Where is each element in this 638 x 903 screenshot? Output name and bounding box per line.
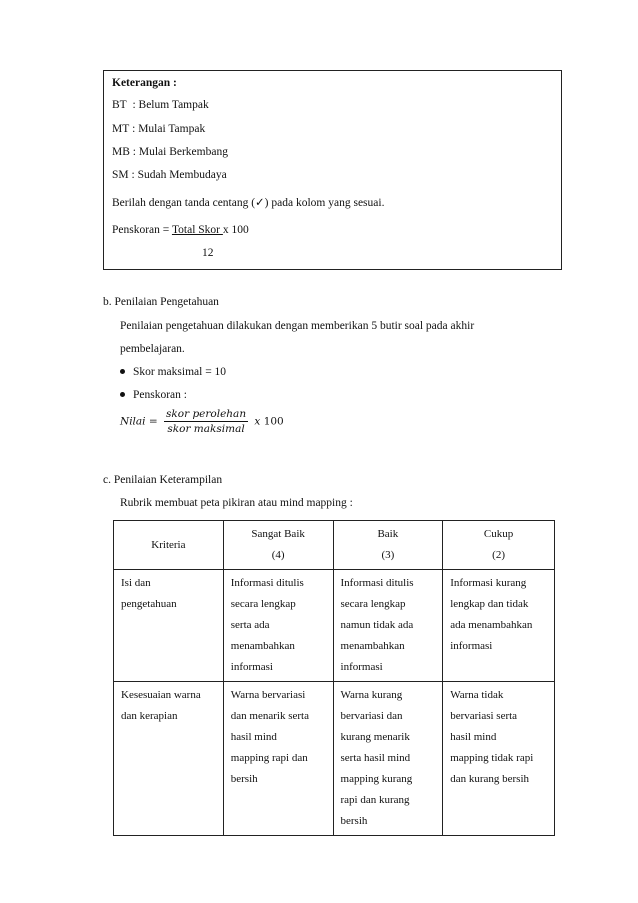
bullet-icon xyxy=(120,369,125,374)
table-header-row xyxy=(114,521,555,570)
score-numerator: Total Skor xyxy=(171,224,223,236)
score-formula: Penskoran = Total Skor x 100 xyxy=(112,224,249,236)
row1-baik: Informasi ditulis secara lengkap namun tidak ada menambahkan informasi xyxy=(333,570,443,682)
formula-hundred: 100 xyxy=(263,415,284,428)
score-denominator: 12 xyxy=(202,247,214,259)
row2-baik: Warna kurang bervariasi dan kurang menarik serta hasil mind mapping kurang rapi dan kurang bersih xyxy=(333,682,443,836)
header-kriteria: Kriteria xyxy=(114,521,224,570)
section-b-heading: b. Penilaian Pengetahuan xyxy=(103,296,219,308)
nilai-formula xyxy=(120,408,284,435)
section-b-desc-line2: pembelajaran. xyxy=(120,343,185,355)
bullet-scoring: Penskoran : xyxy=(120,389,187,401)
formula-fraction xyxy=(164,408,248,435)
table-row xyxy=(114,570,555,682)
legend-item-mb: MB : Mulai Berkembang xyxy=(112,146,228,158)
bullet-icon xyxy=(120,392,125,397)
row1-cukup: Informasi kurang lengkap dan tidak ada menambahkan informasi xyxy=(443,570,555,682)
row1-sangat-baik: Informasi ditulis secara lengkap serta ada menambahkan informasi xyxy=(223,570,333,682)
section-c-heading: c. Penilaian Keterampilan xyxy=(103,474,223,486)
formula-times: x xyxy=(254,415,261,428)
rubric-table xyxy=(113,520,555,836)
row1-criteria: Isi dan pengetahuan xyxy=(114,570,224,682)
formula-denominator: skor maksimal xyxy=(167,423,245,435)
formula-numerator: skor perolehan xyxy=(166,408,247,420)
row2-criteria: Kesesuaian warna dan kerapian xyxy=(114,682,224,836)
section-b-desc-line1: Penilaian pengetahuan dilakukan dengan memberikan 5 butir soal pada akhir xyxy=(120,320,475,332)
section-c-desc: Rubrik membuat peta pikiran atau mind mapping : xyxy=(120,497,353,509)
legend-box xyxy=(103,70,562,270)
table-row xyxy=(114,682,555,836)
row2-cukup: Warna tidak bervariasi serta hasil mind mapping tidak rapi dan kurang bersih xyxy=(443,682,555,836)
header-cukup: Cukup (2) xyxy=(443,521,555,570)
legend-item-sm: SM : Sudah Membudaya xyxy=(112,169,227,181)
header-baik: Baik (3) xyxy=(333,521,443,570)
legend-title: Keterangan : xyxy=(112,77,177,89)
bullet-max-score: Skor maksimal = 10 xyxy=(120,366,226,378)
header-sangat-baik: Sangat Baik (4) xyxy=(223,521,333,570)
legend-instruction: Berilah dengan tanda centang (✓) pada kolom yang sesuai. xyxy=(112,197,385,209)
row2-sangat-baik: Warna bervariasi dan menarik serta hasil mind mapping rapi dan bersih xyxy=(223,682,333,836)
legend-item-bt: BT : Belum Tampak xyxy=(112,99,209,111)
formula-lhs: Nilai = xyxy=(120,415,158,428)
legend-item-mt: MT : Mulai Tampak xyxy=(112,123,206,135)
